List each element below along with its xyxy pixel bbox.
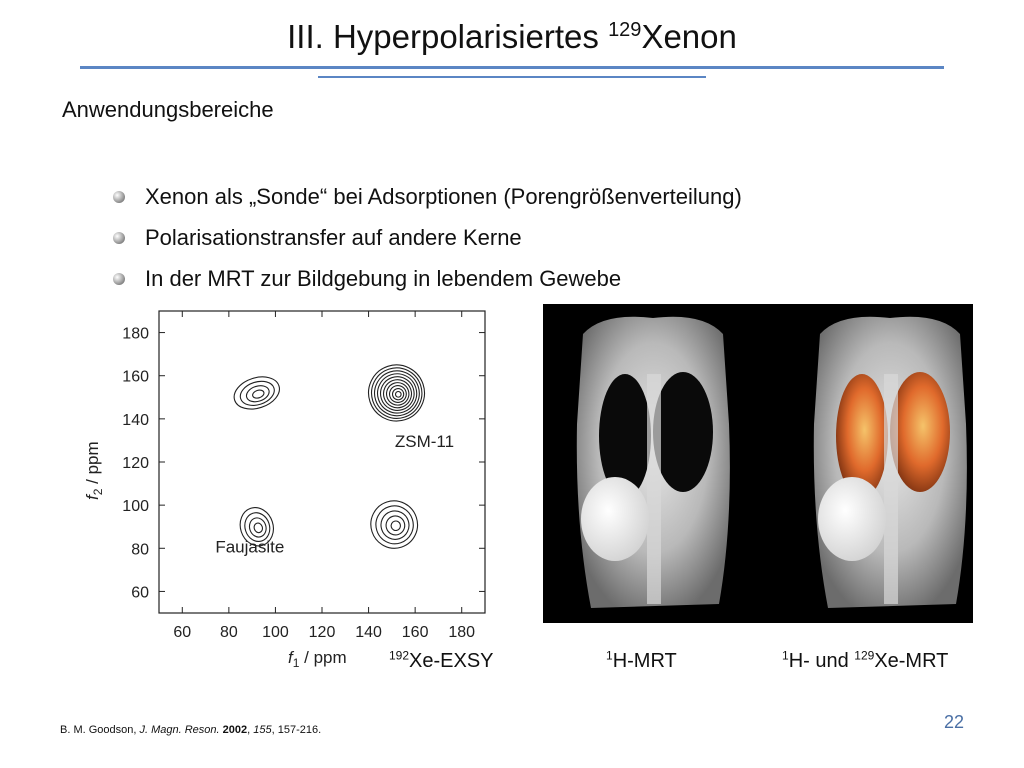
section-heading: Anwendungsbereiche (62, 97, 274, 122)
caption-exsy: $^{192}$Xe-EXSY (389, 648, 494, 672)
caption-h1-mrt: $^1$H-MRT (606, 648, 677, 672)
y-tick-label: 160 (122, 368, 149, 386)
bullet-list (113, 176, 742, 299)
bullet-item (113, 176, 742, 217)
x-tick-label: 140 (355, 624, 382, 641)
bullet-text: Xenon als „Sonde“ bei Adsorptionen (Porengrößenverteilung) (145, 183, 742, 209)
page-number: 22 (944, 712, 965, 732)
x-tick-label: 100 (262, 624, 289, 641)
plot-annotation: Faujasite (215, 537, 285, 557)
x-tick-label: 60 (173, 624, 192, 641)
title-subrule (318, 76, 706, 78)
spine (647, 374, 661, 604)
bullet-icon (113, 273, 125, 285)
plot-annotation: ZSM-11 (394, 431, 455, 451)
mri-image-panel (543, 304, 973, 623)
bullet-text: In der MRT zur Bildgebung in lebendem Gewebe (145, 265, 622, 291)
mri-h1-image (577, 317, 730, 608)
y-tick-label: 140 (122, 411, 149, 429)
y-axis-label: $f_2$ / ppm (83, 441, 105, 500)
title-rule (80, 66, 944, 69)
x-tick-label: 120 (308, 624, 336, 641)
y-tick-label: 120 (122, 455, 149, 472)
bullet-icon (113, 191, 125, 203)
exsy-contour-plot (80, 305, 500, 675)
spine (884, 374, 898, 604)
reference-citation: B. M. Goodson, J. Magn. Reson. 2002, 155, 157-216. (60, 724, 322, 736)
caption-h1-xe129-mrt: $^1$H- und $^{129}$Xe-MRT (782, 648, 949, 672)
liver (581, 477, 649, 561)
right-lung-xe (890, 372, 950, 492)
y-tick-label: 80 (131, 541, 149, 559)
x-tick-label: 180 (448, 624, 476, 641)
y-tick-label: 100 (122, 498, 149, 516)
right-lung-dark (653, 372, 713, 492)
plot-frame (159, 311, 485, 613)
y-tick-label: 60 (131, 584, 149, 602)
mri-h1-xe129-image (814, 317, 967, 608)
x-axis-label: $f_1$ / ppm (288, 648, 347, 670)
liver (818, 477, 886, 561)
slide-title: III. Hyperpolarisiertes $^{129}$Xenon (287, 18, 737, 55)
bullet-item (113, 258, 742, 299)
x-tick-label: 80 (219, 624, 238, 641)
bullet-icon (113, 232, 125, 244)
bullet-text: Polarisationstransfer auf andere Kerne (145, 224, 522, 250)
x-tick-label: 160 (401, 624, 429, 641)
y-tick-label: 180 (122, 325, 149, 343)
bullet-item (113, 217, 742, 258)
